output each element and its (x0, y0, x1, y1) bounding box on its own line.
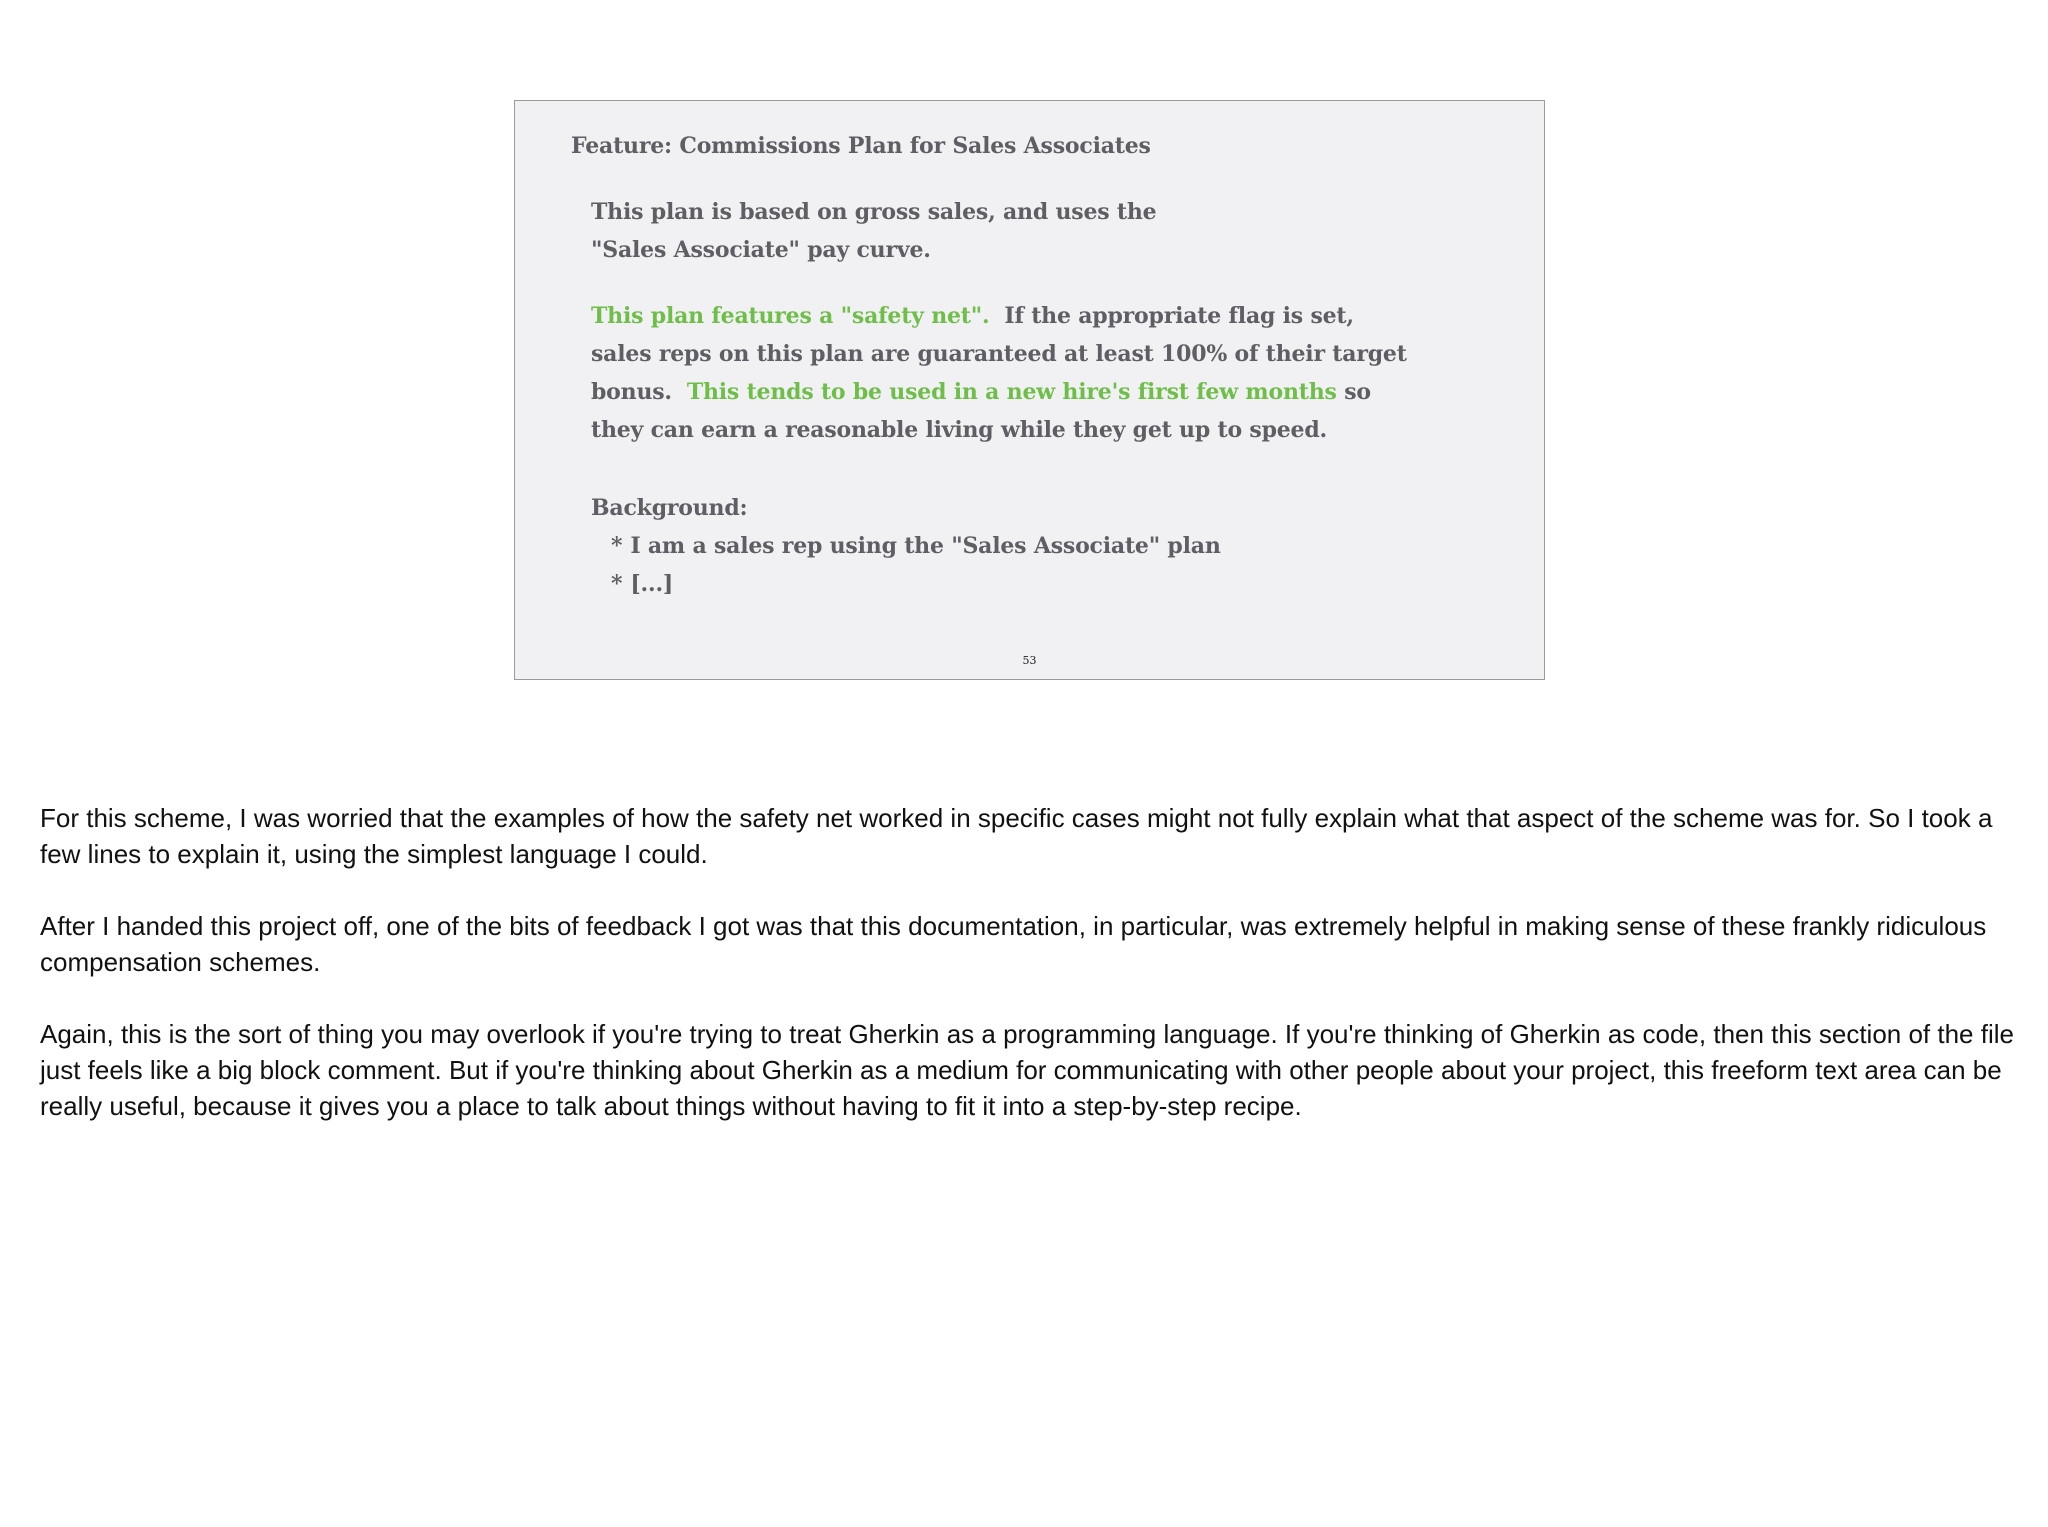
background-list-item (591, 565, 1221, 603)
slide (514, 100, 1545, 680)
bullet-marker: * (611, 533, 623, 559)
safety-net-line: they can earn a reasonable living while they get up to speed. (591, 417, 1327, 443)
slide-description-line: This plan is based on gross sales, and uses the (591, 199, 1157, 225)
slide-safety-net-paragraph (591, 297, 1407, 449)
background-label: Background: (591, 495, 748, 521)
safety-net-text: If the appropriate flag is set, (989, 303, 1354, 329)
presenter-notes (40, 800, 2020, 1160)
new-hire-highlight: This tends to be used in a new hire's first few months (686, 379, 1337, 405)
safety-net-highlight: This plan features a "safety net". (591, 303, 990, 329)
safety-net-line (591, 373, 1407, 411)
safety-net-text: bonus. (591, 379, 687, 405)
background-list-item (591, 527, 1221, 565)
slide-description (591, 193, 1156, 269)
notes-paragraph: Again, this is the sort of thing you may overlook if you're trying to treat Gherkin as a programming language. If you're thinking of Gherkin as code, then this section of the file just feels like a big block comment. But if you're thinking about Gherkin as a medium for communicating with other people about your project, this freeform text area can be really useful, because it gives you a place to talk about things without having to fit it into a step-by-step recipe. (40, 1019, 2014, 1121)
notes-paragraph: For this scheme, I was worried that the examples of how the safety net worked in specific cases might not fully explain what that aspect of the scheme was for. So I took a few lines to explain it, using the simplest language I could. (40, 803, 1993, 869)
background-item-text: [...] (630, 571, 674, 597)
safety-net-text: so (1336, 379, 1371, 405)
background-item-text: I am a sales rep using the "Sales Associate" plan (630, 533, 1221, 559)
slide-description-line: "Sales Associate" pay curve. (591, 237, 931, 263)
background-list (591, 527, 1221, 603)
notes-paragraph: After I handed this project off, one of the bits of feedback I got was that this documentation, in particular, was extremely helpful in making sense of these frankly ridiculous compensation schemes. (40, 911, 1987, 977)
slide-page-number: 53 (1022, 654, 1037, 667)
safety-net-line (591, 297, 1407, 335)
slide-background-section (591, 489, 1221, 603)
slide-title: Feature: Commissions Plan for Sales Associates (571, 133, 1151, 159)
bullet-marker: * (611, 571, 623, 597)
safety-net-line: sales reps on this plan are guaranteed at least 100% of their target (591, 341, 1407, 367)
